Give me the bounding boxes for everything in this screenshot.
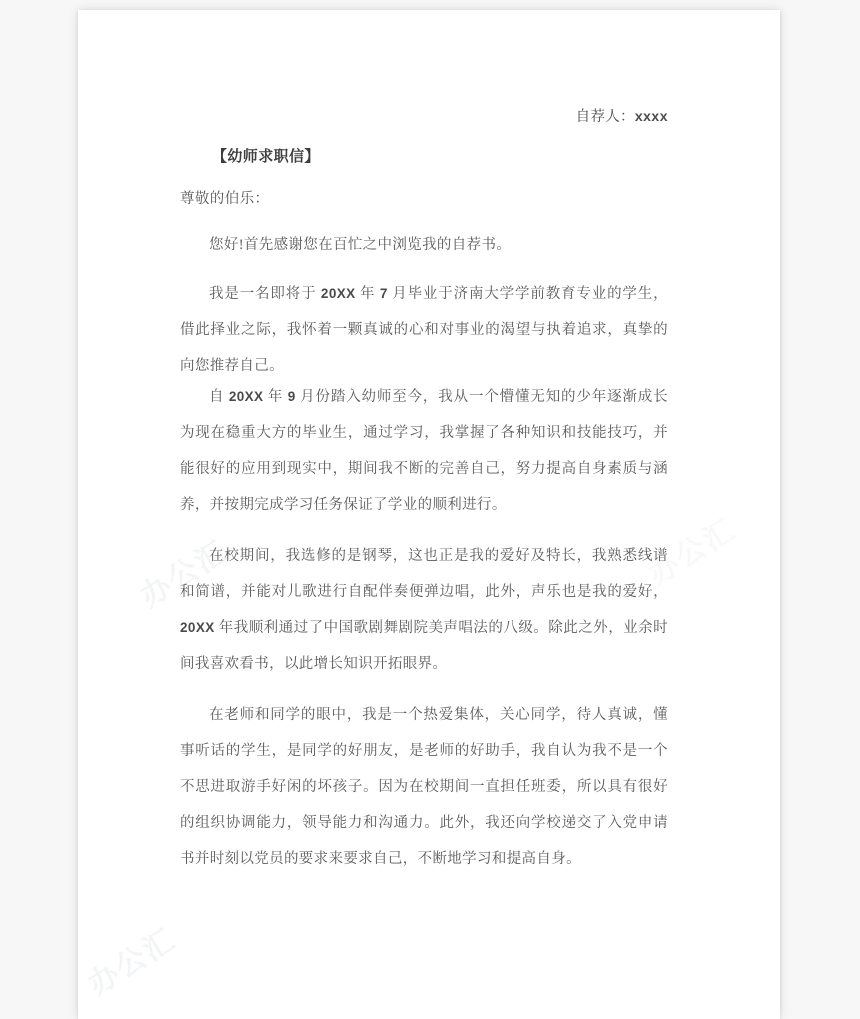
page-title: 【幼师求职信】 bbox=[212, 149, 320, 165]
watermark-right: 办公汇 bbox=[642, 512, 742, 592]
paragraph: 在老师和同学的眼中，我是一个热爱集体，关心同学，待人真诚，懂事听话的学生，是同学的好朋友，是老师的好助手，我自认为我不是一个不思进取游手好闲的坏孩子。因为在校期间一直担任班委，所以具有很好的组织协调能力，领导能力和沟通力。此外，我还向学校递交了入党申请书并时刻以党员的要求来要求自己，不断地学习和提高自身。 bbox=[180, 707, 668, 867]
text-run: 在校期间，我选修的是钢琴，这也正是我的爱好及特长，我熟悉线谱和简谱，并能对儿歌进行自配伴奏便弹边唱，此外，声乐也是我的爱好， bbox=[180, 548, 668, 600]
signature-value: xxxx bbox=[634, 108, 668, 124]
salutation: 尊敬的伯乐： bbox=[180, 191, 270, 207]
text-run: 年我顺利通过了中国歌剧舞剧院美声唱法的八级。除此之外，业余时间我喜欢看书，以此增长知识开拓眼界。 bbox=[180, 620, 668, 672]
text-run: 月毕业于济南大学学前教育专业的学生，借此择业之际，我怀着一颗真诚的心和对事业的渴望与执着追求，真挚的向您推荐自己。 bbox=[180, 286, 668, 374]
text-run: 我是一名即将于 bbox=[209, 286, 321, 302]
text-run: 自 bbox=[209, 389, 229, 405]
emphasis-run: 20XX bbox=[228, 389, 264, 404]
paragraph: 您好!首先感谢您在百忙之中浏览我的自荐书。 bbox=[209, 237, 512, 253]
text-run: 年 bbox=[263, 389, 288, 405]
emphasis-run: 20XX bbox=[180, 620, 215, 635]
watermark-middle: 办公汇 bbox=[134, 534, 234, 614]
text-run: 月份踏入幼师至今，我从一个懵懂无知的少年逐渐成长为现在稳重大方的毕业生，通过学习，我掌握了各种知识和技能技巧，并能很好的应用到现实中，期间我不断的完善自己，努力提高自身素质与涵养，并按期完成学习任务保证了学业的顺利进行。 bbox=[180, 389, 668, 513]
paragraph bbox=[180, 538, 668, 682]
signature-label: 自荐人： bbox=[575, 109, 635, 125]
paragraph bbox=[180, 276, 668, 384]
document-page bbox=[78, 10, 780, 1019]
signature-line bbox=[180, 105, 668, 126]
document-text-column bbox=[180, 10, 668, 1019]
emphasis-run: 9 bbox=[287, 389, 296, 404]
text-run: 年 bbox=[355, 286, 380, 302]
paragraph bbox=[180, 379, 668, 523]
emphasis-run: 20XX bbox=[320, 286, 356, 301]
emphasis-run: 7 bbox=[379, 286, 388, 301]
